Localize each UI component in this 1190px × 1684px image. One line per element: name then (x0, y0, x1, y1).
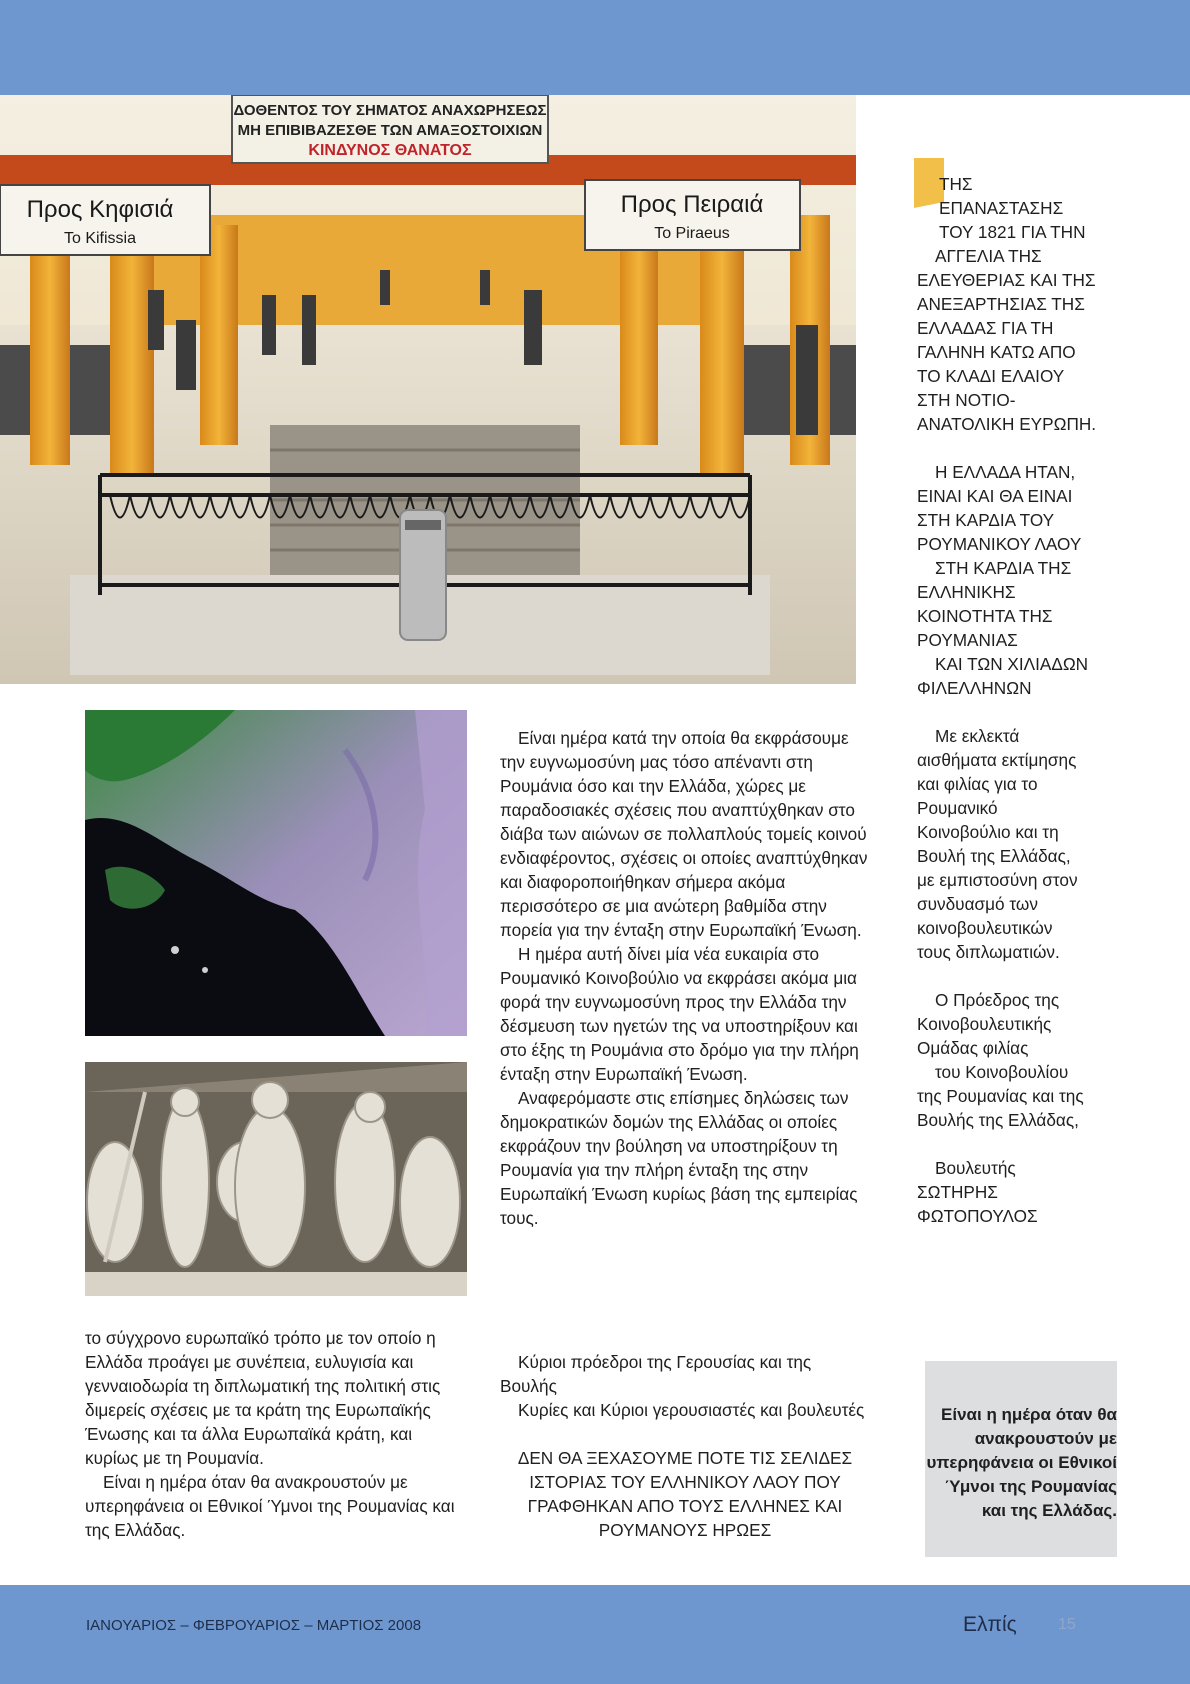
line: ΕΛΛΗΝΙΚΗΣ (917, 582, 1016, 602)
line: ΣΤΗ ΚΑΡΔΙΑ ΤΟΥ (917, 510, 1055, 530)
paragraph: το σύγχρονο ευρωπαϊκό τρόπο με τον οποίο η Ελλάδα προάγει με συνέπεια, ευλυγισία και γενναιοδωρία τη διπλωματική της πολιτική στις διμερείς σχέσεις με τα κράτη της Ευρωπαϊκής Ένωσης και τα άλλα Ευρωπαϊκά κράτη, και κυρίως με τη Ρουμανία. (85, 1328, 441, 1468)
line: Ο Πρόεδρος της (935, 990, 1060, 1010)
line: κοινοβουλευτικών (917, 918, 1053, 938)
line: ΑΓΓΕΛΙΑ ΤΗΣ (935, 246, 1042, 266)
line: ΓΑΛΗΝΗ ΚΑΤΩ ΑΠΟ (917, 342, 1076, 362)
right-column-text (917, 172, 1117, 1252)
line: ΦΙΛΕΛΛΗΝΩΝ (917, 678, 1032, 698)
right-block-2 (917, 460, 1117, 700)
line: ΡΟΥΜΑΝΙΚΟΥ ΛΑΟΥ (917, 534, 1082, 554)
line: Με εκλεκτά (935, 726, 1020, 746)
line: ΤΟ ΚΛΑΔΙ ΕΛΑΙΟΥ (917, 366, 1065, 386)
metro-station-photo (0, 95, 856, 684)
right-block-3 (917, 724, 1117, 964)
paragraph: Η ημέρα αυτή δίνει μία νέα ευκαιρία στο Ρουμανικό Κοινοβούλιο να εκφράσει ακόμα μια φορά την ευγνωμοσύνη προς την Ελλάδα την δέσμευση των ηγετών της να υποστηρίξουν και στο έξης τη Ρουμάνια στο δρόμο για την πλήρη ένταξη στην Ευρωπαϊκή Ένωση. (500, 944, 859, 1084)
header-notch (856, 95, 1190, 125)
line: τους διπλωματιών. (917, 942, 1060, 962)
signature-title: Βουλευτής (935, 1158, 1016, 1178)
right-block-1 (917, 172, 1117, 436)
line: ΣΤΗ ΝΟΤΙΟ- (917, 390, 1016, 410)
line: Βουλής της Ελλάδας, (917, 1110, 1079, 1130)
line: ΤΗΣ (939, 174, 973, 194)
line: ΕΠΑΝΑΣΤΑΣΗΣ (939, 198, 1064, 218)
line: Κοινοβουλευτικής (917, 1014, 1052, 1034)
signature-lastname: ΦΩΤΟΠΟΥΛΟΣ (917, 1206, 1038, 1226)
line: ΚΟΙΝΟΤΗΤΑ ΤΗΣ (917, 606, 1053, 626)
signature-firstname: ΣΩΤΗΡΗΣ (917, 1182, 998, 1202)
line: Ρουμανικό (917, 798, 998, 818)
line: ΕΙΝΑΙ ΚΑΙ ΘΑ ΕΙΝΑΙ (917, 486, 1073, 506)
line: ΑΝΕΞΑΡΤΗΣΙΑΣ ΤΗΣ (917, 294, 1085, 314)
salutation: Κύριοι πρόεδροι της Γερουσίας και της Βουλής (500, 1352, 812, 1396)
paragraph: Αναφερόμαστε στις επίσημες δηλώσεις των δημοκρατικών δομών της Ελλάδας οι οποίες εκφράζουν την βούληση να υποστηρίξουν τη Ρουμανία για την πλήρη ένταξη της στην Ευρωπαϊκή Ένωση κυρίως βάση της εμπειρίας τους. (500, 1088, 858, 1228)
middle-lower-text (500, 1350, 870, 1542)
line: ΕΛΕΥΘΕΡΙΑΣ ΚΑΙ ΤΗΣ (917, 270, 1096, 290)
sign-left-latin: To Kifissia (63, 230, 137, 247)
line: της Ρουμανίας και της (917, 1086, 1084, 1106)
sign-top-line-3: ΚΙΝΔΥΝΟΣ ΘΑΝΑΤΟΣ (308, 142, 472, 159)
paragraph: Είναι η ημέρα όταν θα ανακρουστούν με υπερηφάνεια οι Εθνικοί Ύμνοι της Ρουμανίας και της Ελλάδας. (85, 1472, 455, 1540)
footer-page-number: 15 (1058, 1616, 1076, 1633)
salutation: Κυρίες και Κύριοι γερουσιαστές και βουλευτές (518, 1400, 865, 1420)
paragraph: Είναι ημέρα κατά την οποία θα εκφράσουμε την ευγνωμοσύνη μας τόσο απέναντι στη Ρουμάνια όσο και την Ελλάδα, χώρες με παραδοσιακές σχέσεις που αναπτύχθηκαν στο διάβα των αιώνων σε πολλαπλούς τομείς κοινού ενδιαφέροντος, σχέσεις οι οποίες αναπτύχθηκαν και διαφοροποιήθηκαν σήμερα ακόμα περισσότερο σε μια ανώτερη βαθμίδα στην πορεία για την ένταξη στην Ευρωπαϊκή Ένωση. (500, 728, 868, 940)
line: ΤΟΥ 1821 ΓΙΑ ΤΗΝ (939, 222, 1086, 242)
line: ΡΟΥΜΑΝΙΑΣ (917, 630, 1018, 650)
signature-block (917, 1156, 1117, 1228)
line: ΣΤΗ ΚΑΡΔΙΑ ΤΗΣ (935, 558, 1072, 578)
sign-top-line-1: ΔΟΘΕΝΤΟΣ ΤΟΥ ΣΗΜΑΤΟΣ ΑΝΑΧΩΡΗΣΕΩΣ (233, 102, 547, 119)
sign-left-greek: Προς Κηφισιά (26, 196, 174, 223)
sign-right-greek: Προς Πειραιά (620, 191, 764, 218)
line: με εμπιστοσύνη στον (917, 870, 1078, 890)
line: Ομάδας φιλίας (917, 1038, 1029, 1058)
pull-quote-box (925, 1361, 1117, 1557)
line: ΑΝΑΤΟΛΙΚΗ ΕΥΡΩΠΗ. (917, 414, 1097, 434)
line: και φιλίας για το (917, 774, 1038, 794)
satellite-map-photo (85, 710, 467, 1036)
pull-quote-text: Είναι η ημέρα όταν θα ανακρουστούν με υπερηφάνεια οι Εθνικοί Ύμνοι της Ρουμανίας και της Ελλάδας. (926, 1405, 1117, 1520)
closing-statement: ΔΕΝ ΘΑ ΞΕΧΑΣΟΥΜΕ ΠΟΤΕ ΤΙΣ ΣΕΛΙΔΕΣ ΙΣΤΟΡΙΑΣ ΤΟΥ ΕΛΛΗΝΙΚΟΥ ΛΑΟΥ ΠΟΥ ΓΡΑΦΘΗΚΑΝ ΑΠΟ ΤΟΥΣ ΕΛΛΗΝΕΣ ΚΑΙ ΡΟΥΜΑΝΟΥΣ ΗΡΩΕΣ (517, 1448, 853, 1540)
left-lower-text (85, 1326, 460, 1542)
right-block-4 (917, 988, 1117, 1132)
footer-issue-date: ΙΑΝΟΥΑΡΙΟΣ – ΦΕΒΡΟΥΑΡΙΟΣ – ΜΑΡΤΙΟΣ 2008 (86, 1617, 422, 1634)
sign-right-latin: To Piraeus (654, 225, 730, 242)
line: συνδυασμό των (917, 894, 1038, 914)
line: ΕΛΛΑΔΑΣ ΓΙΑ ΤΗ (917, 318, 1054, 338)
pediment-sculpture-photo (85, 1062, 467, 1296)
line: Βουλή της Ελλάδας, (917, 846, 1071, 866)
line: Κοινοβούλιο και τη (917, 822, 1059, 842)
sign-top-line-2: ΜΗ ΕΠΙΒΙΒΑΖΕΣΘΕ ΤΩΝ ΑΜΑΞΟΣΤΟΙΧΙΩΝ (237, 122, 543, 139)
line: ΚΑΙ ΤΩΝ ΧΙΛΙΑΔΩΝ (935, 654, 1089, 674)
footer-magazine-name: Ελπίς (963, 1613, 1017, 1636)
line: Η ΕΛΛΑΔΑ ΗΤΑΝ, (935, 462, 1076, 482)
line: αισθήματα εκτίμησης (917, 750, 1077, 770)
line: του Κοινοβουλίου (935, 1062, 1069, 1082)
middle-column-text (500, 726, 870, 1230)
